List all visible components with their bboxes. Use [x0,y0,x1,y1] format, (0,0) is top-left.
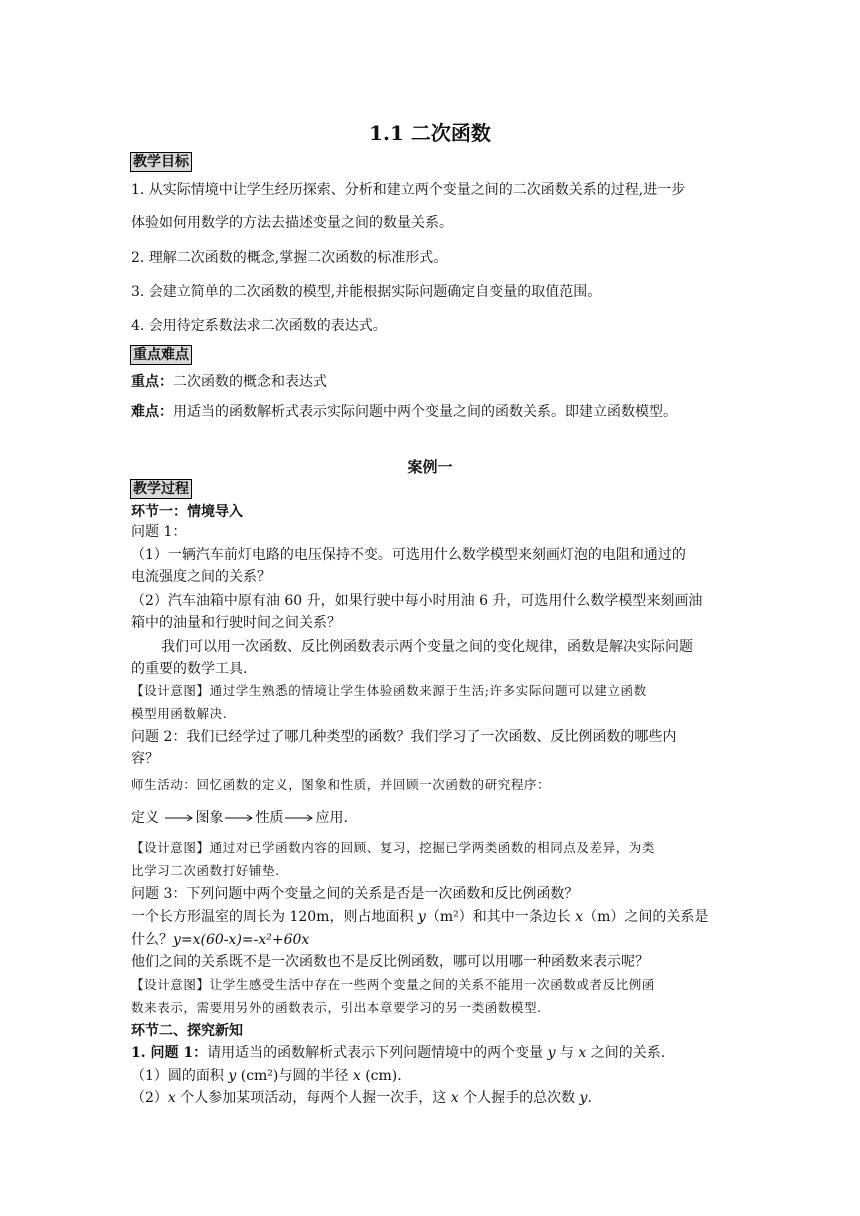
question-3-problem-cont [131,930,731,950]
paragraph-1-cont: 的重要的数学工具. [131,661,248,677]
flow-step-graph: 图象 [195,810,224,826]
design-intent-1-cont: 模型用函数解决. [131,706,228,721]
design-intent-3: 【设计意图】让学生感受生活中存在一些两个变量之间的关系不能用一次函数或者反比例函 [131,977,656,992]
goal-line-3: 3. 会建立简单的二次函数的模型,并能根据实际问题确定自变量的取值范围。 [131,284,602,300]
p1-2-text: （2） [131,1090,168,1106]
arrow-right-icon [284,813,314,823]
research-flow [131,808,731,828]
design-intent-1: 【设计意图】通过学生熟悉的情境让学生体验函数来源于生活;许多实际问题可以建立函数 [131,683,647,698]
goal-line-4: 4. 会用待定系数法求二次函数的表达式。 [131,318,387,334]
var-x: x [352,1068,361,1084]
difficult-point [131,402,731,422]
design-intent-2: 【设计意图】通过对已学函数内容的回顾、复习，挖掘已学两类函数的相同点及差异，为类 [131,840,656,855]
var-x: x [450,1090,459,1106]
section-heading-goals: 教学目标 [130,152,192,172]
flow-step-property: 性质 [255,810,284,826]
design-intent-2-cont: 比学习二次函数打好铺垫. [131,863,280,878]
arrow-right-icon [164,813,194,823]
section-1-title: 环节一：情境导入 [131,504,243,520]
paragraph-1: 我们可以用一次函数、反比例函数表示两个变量之间的变化规律，函数是解决实际问题 [161,639,693,655]
design-intent-3-cont: 数来表示，需要用另外的函数表示，引出本章要学习的另一类函数模型. [131,1000,542,1015]
p1-2-text: 个人参加某项活动，每两个人握一次手，这 [175,1090,451,1106]
goal-line-1: 1. 从实际情境中让学生经历探索、分析和建立两个变量之间的二次函数关系的过程,进一步 [131,182,686,198]
section-heading-process: 教学过程 [130,479,192,499]
question-1-part-1: （1）一辆汽车前灯电路的电压保持不变。可选用什么数学模型来刻画灯泡的电阻和通过的 [131,547,686,563]
p1-1-text: (cm). [360,1068,402,1084]
case-title: 案例一 [407,458,453,476]
key-text: 二次函数的概念和表达式 [173,374,327,390]
q3-text: （m²）和其中一条边长 [425,909,576,925]
question-1-label: 问题 1： [131,524,187,540]
question-1-part-2-cont: 箱中的油量和行驶时间之间关系？ [131,615,341,631]
question-3-problem [131,907,731,927]
var-y: y [417,909,426,925]
goal-line-2: 2. 理解二次函数的概念,掌握二次函数的标准形式。 [131,250,448,266]
p1-text: 之间的关系. [586,1045,666,1061]
var-y: y [547,1045,556,1061]
section-heading-key: 重点难点 [130,345,192,365]
p1-2-text: 个人握手的总次数 [458,1090,580,1106]
p1-1-text: （1）圆的面积 [131,1068,229,1084]
goal-line-1-cont: 体验如何用数学的方法去描述变量之间的数量关系。 [131,215,453,231]
key-point [131,372,731,392]
p1-text: 与 [555,1045,579,1061]
difficulty-text: 用适当的函数解析式表示实际问题中两个变量之间的函数关系。即建立函数模型。 [173,404,677,420]
question-3: 问题 3：下列问题中两个变量之间的关系是否是一次函数和反比例函数？ [131,886,579,902]
question-1-part-1-cont: 电流强度之间的关系？ [131,569,271,585]
q3-text: 一个长方形温室的周长为 120m，则占地面积 [131,909,418,925]
p1-text: 请用适当的函数解析式表示下列问题情境中的两个变量 [207,1045,548,1061]
flow-step-definition: 定义 [131,810,159,826]
flow-step-application: 应用. [315,810,348,826]
question-2: 问题 2：我们已经学过了哪几种类型的函数？我们学习了一次函数、反比例函数的哪些内 [131,729,677,745]
q3-text: （m）之间的关系是 [583,909,709,925]
p1-2-text: . [587,1090,592,1106]
section-2-title: 环节二、探究新知 [131,1023,243,1039]
key-label: 重点： [131,374,173,390]
q3-formula: y=x(60-x)=-x²+60x [173,932,310,948]
teacher-activity: 师生活动：回忆函数的定义，图象和性质，并回顾一次函数的研究程序： [131,777,551,792]
q3-text: 什么？ [131,932,173,948]
arrow-right-icon [224,813,254,823]
explore-problem-1-part-2 [131,1088,731,1108]
page-title: 1.1 二次函数 [369,121,491,145]
explore-problem-1-part-1 [131,1066,731,1086]
difficulty-label: 难点： [131,404,173,420]
var-x: x [578,1045,587,1061]
question-2-cont: 容？ [131,751,159,767]
var-x: x [575,909,584,925]
question-3-note: 他们之间的关系既不是一次函数也不是反比例函数，哪可以用哪一种函数来表示呢？ [131,954,649,970]
explore-problem-1 [131,1043,731,1063]
question-1-part-2: （2）汽车油箱中原有油 60 升，如果行驶中每小时用油 6 升，可选用什么数学模型来刻画油 [131,593,703,609]
var-y: y [579,1090,588,1106]
p1-1-text: (cm²)与圆的半径 [236,1068,353,1084]
var-y: y [228,1068,237,1084]
problem-1-label: 1. 问题 1： [131,1045,208,1061]
var-x: x [167,1090,176,1106]
